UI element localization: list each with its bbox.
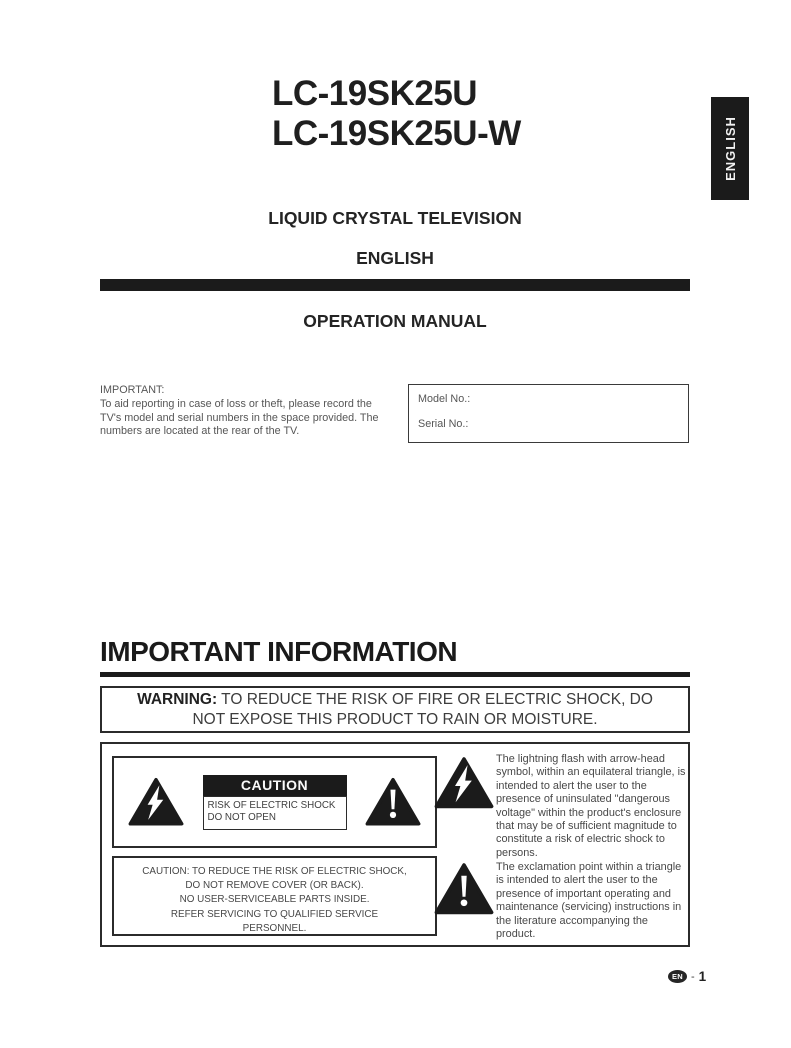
risk-of-shock-box bbox=[203, 796, 347, 830]
exclamation-triangle-icon bbox=[365, 777, 421, 827]
model-no-label: Model No.: bbox=[418, 393, 471, 405]
caution-text-line-2: DO NOT REMOVE COVER (OR BACK). bbox=[185, 880, 364, 892]
divider-bar bbox=[100, 279, 690, 291]
model-number-line-1: LC-19SK25U bbox=[272, 74, 478, 113]
caution-text-box bbox=[112, 856, 437, 936]
page-footer bbox=[668, 969, 706, 984]
english-side-tab-label: ENGLISH bbox=[722, 116, 738, 181]
caution-text-line-4: REFER SERVICING TO QUALIFIED SERVICE bbox=[170, 908, 379, 920]
important-note bbox=[100, 384, 392, 439]
model-number-line-2: LC-19SK25U-W bbox=[272, 114, 521, 153]
page-number-separator: - bbox=[691, 970, 695, 983]
page-number: 1 bbox=[698, 969, 707, 984]
warning-line-1-text: TO REDUCE THE RISK OF FIRE OR ELECTRIC SHOCK, DO bbox=[221, 690, 653, 708]
caution-label-bar: CAUTION bbox=[203, 775, 347, 796]
warning-line-2: NOT EXPOSE THIS PRODUCT TO RAIN OR MOISTURE. bbox=[192, 710, 598, 728]
language-badge: EN bbox=[668, 970, 687, 983]
exclamation-symbol-explanation: The exclamation point within a triangle is intended to alert the user to the presence of important operating and maintenance (servicing) instructions in the literature accompanying the product. bbox=[496, 861, 682, 941]
important-note-text: To aid reporting in case of loss or theft, please record the TV's model and serial numbers in the space provided. The numbers are located at the rear of the TV. bbox=[100, 397, 379, 438]
language-heading: ENGLISH bbox=[356, 248, 434, 268]
english-side-tab bbox=[711, 97, 749, 200]
warning-label: WARNING: bbox=[137, 690, 218, 708]
model-serial-record-box bbox=[408, 384, 689, 443]
document-type-heading: OPERATION MANUAL bbox=[303, 311, 487, 331]
lightning-bolt-triangle-icon bbox=[434, 756, 494, 810]
caution-label bbox=[203, 775, 347, 830]
warning-box bbox=[100, 686, 690, 733]
caution-text-line-1: CAUTION: TO REDUCE THE RISK OF ELECTRIC SHOCK, bbox=[142, 866, 407, 877]
lightning-bolt-triangle-icon bbox=[128, 777, 184, 827]
warning-line-1 bbox=[102, 690, 688, 710]
product-type-heading: LIQUID CRYSTAL TELEVISION bbox=[268, 208, 522, 228]
caution-symbol-box bbox=[112, 756, 437, 848]
lightning-symbol-explanation: The lightning flash with arrow-head symbol, within an equilateral triangle, is intended to alert the user to the presence of uninsulated "dangerous voltage" within the product's enclosure that may be of sufficient magnitude to constitute a risk of electric shock to persons. bbox=[496, 753, 686, 859]
important-information-heading: IMPORTANT INFORMATION bbox=[100, 636, 458, 667]
model-numbers bbox=[272, 74, 521, 154]
caution-text-line-3: NO USER-SERVICEABLE PARTS INSIDE. bbox=[179, 894, 370, 906]
heading-rule bbox=[100, 672, 690, 677]
risk-line-2: DO NOT OPEN bbox=[207, 812, 276, 823]
risk-line-1: RISK OF ELECTRIC SHOCK bbox=[207, 799, 336, 811]
serial-no-label: Serial No.: bbox=[418, 418, 469, 430]
exclamation-triangle-icon bbox=[434, 862, 494, 916]
caution-text-line-5: PERSONNEL. bbox=[242, 922, 307, 934]
important-note-label: IMPORTANT: bbox=[100, 384, 165, 396]
